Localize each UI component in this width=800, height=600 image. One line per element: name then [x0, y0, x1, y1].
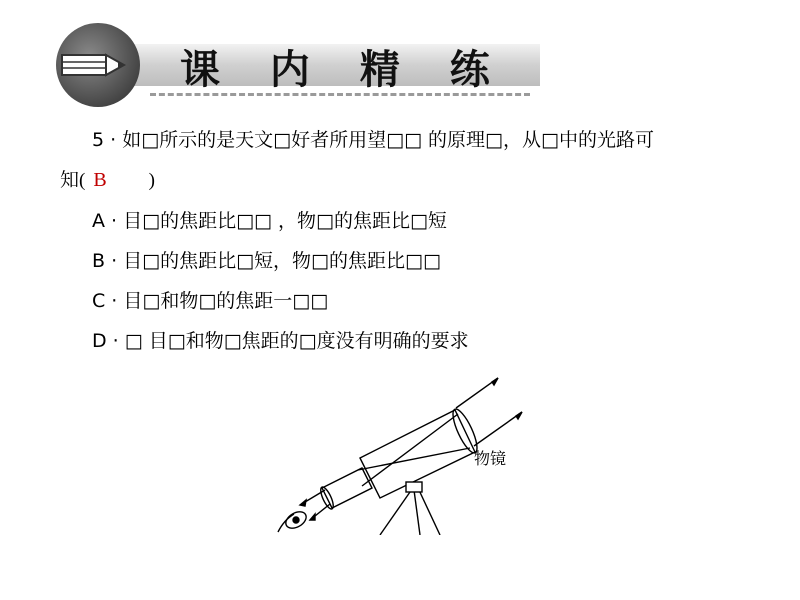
option-b: B · 目□的焦距比□短，物□的焦距比□□ — [92, 250, 441, 272]
incoming-ray-2 — [474, 412, 522, 446]
option-a: A · 目□的焦距比□□ ，物□的焦距比□短 — [92, 210, 447, 232]
tripod-leg-1 — [380, 492, 410, 535]
tripod-leg-2 — [414, 490, 420, 535]
page-title: 课 内 精 练 — [180, 47, 508, 93]
paren-open: 知( — [60, 170, 86, 191]
question-stem-line1: 5 · 如□所示的是天文□好者所用望□□ 的原理□，从□中的光路可 — [92, 129, 654, 151]
option-d: D · □ 目□和物□焦距的□度没有明确的要求 — [92, 330, 469, 352]
answer-text: B — [93, 169, 107, 191]
eyepiece-tube — [322, 468, 372, 508]
question-block — [60, 120, 760, 361]
header-divider — [150, 93, 530, 96]
tripod-leg-3 — [418, 488, 440, 535]
question-stem-line2 — [60, 160, 760, 201]
section-header — [0, 0, 800, 110]
paren-close: ) — [148, 170, 155, 191]
objective-label: 物镜 — [474, 449, 507, 468]
option-c: C · 目□和物□的焦距一□□ — [92, 290, 329, 312]
